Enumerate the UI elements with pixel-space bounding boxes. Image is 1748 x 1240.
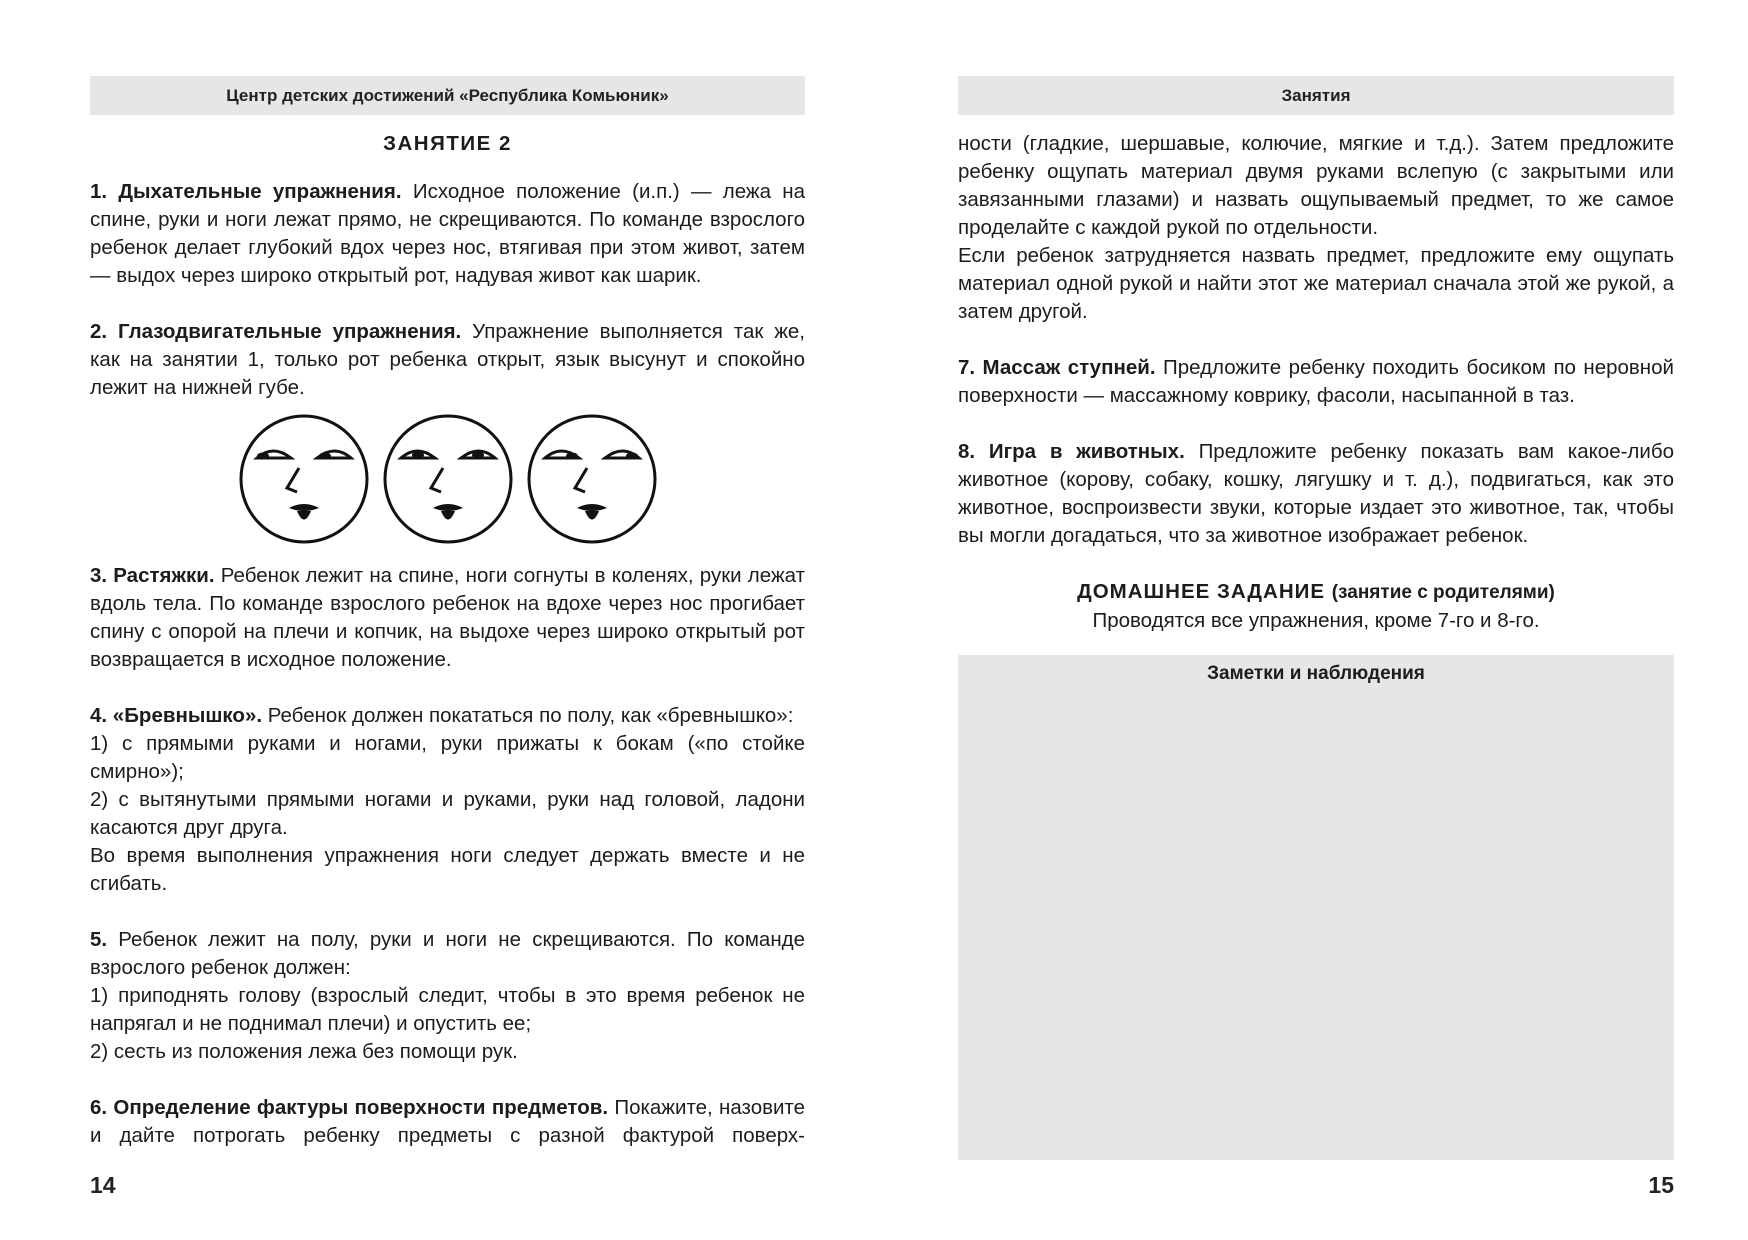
right-page-number: 15 (1648, 1172, 1674, 1198)
left-running-header (90, 76, 805, 115)
right-running-header (958, 76, 1674, 115)
exercise-8: 8. Игра в животных. Предложите ребенку показать вам какое-либо животное (корову, собаку, кошку, лягушку и т. д.), подвигаться, как это животное, воспроизвести звуки, которые издает это животное, так, чтобы вы могли догадаться, что за животное изображает ребенок. (958, 440, 1674, 547)
exercise-6-continuation: ности (гладкие, шершавые, колючие, мягкие и т.д.). Затем предложите ребенку ощупать материал двумя руками вслепую (с закрытыми или завязанными глазами) и назвать ощупываемый предмет, то же самое проделайте с каждой рукой по отдельности. (958, 132, 1674, 239)
homework-text: Проводятся все упражнения, кроме 7-го и 8-го. (1092, 609, 1540, 632)
exercise-4-line-1: 1) с прямыми руками и ногами, руки прижаты к бокам («по стойке смирно»); (90, 732, 805, 783)
face-icon-2 (381, 412, 515, 546)
exercise-4: 4. «Бревнышко». Ребенок должен покататься по полу, как «бревнышко»: (90, 704, 794, 727)
faces-illustration (90, 412, 805, 546)
left-header-text: Центр детских достижений «Республика Комьюник» (226, 85, 669, 105)
exercise-4-line-3: Во время выполнения упражнения ноги следует держать вместе и не сгибать. (90, 844, 805, 895)
notes-title: Заметки и наблюдения (1207, 663, 1425, 684)
left-page (90, 0, 805, 1240)
right-header-text: Занятия (1281, 85, 1351, 105)
face-icon-1 (237, 412, 371, 546)
right-content (958, 130, 1674, 635)
section-title: ЗАНЯТИЕ 2 (383, 132, 512, 155)
exercise-4-line-2: 2) с вытянутыми прямыми ногами и руками, руки над головой, ладони касаются друг друга. (90, 788, 805, 839)
exercise-5-line-1: 1) приподнять голову (взрослый следит, чтобы в это время ребенок не напрягал и не поднимал плечи) и опустить ее; (90, 984, 805, 1035)
exercise-6: 6. Определение фактуры поверхности предметов. Покажите, назовите и дайте потрогать ребенку предметы с разной фактурой поверх- (90, 1096, 805, 1147)
exercise-3: 3. Растяжки. Ребенок лежит на спине, ноги согнуты в коленях, руки лежат вдоль тела. По команде взрослого ребенок на вдохе через нос прогибает спину с опорой на плечи и копчик, на выдохе через широко открытый рот возвращается в исходное положение. (90, 564, 805, 671)
homework-title: ДОМАШНЕЕ ЗАДАНИЕ (занятие с родителями) (1077, 580, 1555, 603)
exercise-5-line-2: 2) сесть из положения лежа без помощи рук. (90, 1040, 518, 1063)
exercise-2: 2. Глазодвигательные упражнения. Упражнение выполняется так же, как на занятии 1, только рот ребенка открыт, язык высунут и спокойно лежит на нижней губе. (90, 320, 806, 399)
exercise-6-continuation-2: Если ребенок затрудняется назвать предмет, предложите ему ощупать материал одной рукой и найти этот же материал сначала этой же рукой, а затем другой. (958, 244, 1674, 323)
right-page (958, 0, 1674, 1240)
notes-box[interactable] (958, 655, 1674, 1160)
exercise-7: 7. Массаж ступней. Предложите ребенку походить босиком по неровной поверхности — массажному коврику, фасоли, насыпанной в таз. (958, 356, 1674, 407)
face-icon-3 (525, 412, 659, 546)
left-content (90, 130, 805, 1150)
exercise-5: 5. Ребенок лежит на полу, руки и ноги не скрещиваются. По команде взрослого ребенок должен: (90, 928, 805, 979)
left-page-number: 14 (90, 1172, 116, 1198)
exercise-1: 1. Дыхательные упражнения. Исходное положение (и.п.) — лежа на спине, руки и ноги лежат прямо, не скрещиваются. По команде взрослого ребенок делает глубокий вдох через нос, втягивая при этом живот, затем — выдох через широко открытый рот, надувая живот как шарик. (90, 180, 805, 287)
